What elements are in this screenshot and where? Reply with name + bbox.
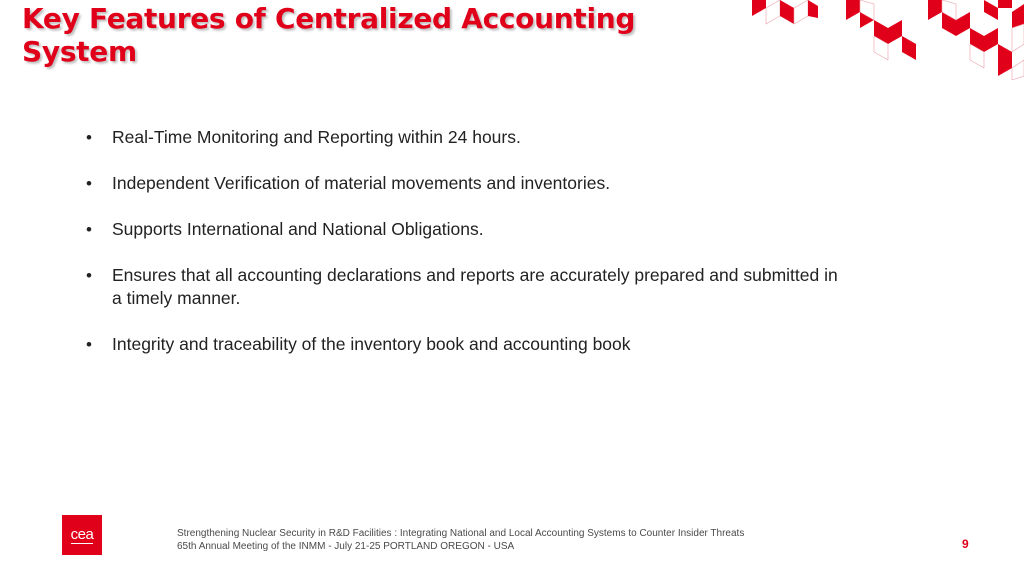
bullet-text: Integrity and traceability of the inventory book and accounting book [112,334,631,354]
bullet-text: Ensures that all accounting declarations and reports are accurately prepared and submitted in a timely manner. [112,265,838,308]
cube-pattern-decoration-right [842,0,1024,80]
bullet-item [86,126,846,149]
bullet-text: Supports International and National Obligations. [112,219,484,239]
cea-logo [62,515,102,555]
bullet-dot: • [86,335,92,354]
bullet-dot: • [86,128,92,147]
bullet-item [86,218,846,241]
cube-pattern-decoration-left [752,0,822,26]
bullet-item [86,172,846,195]
bullet-text: Independent Verification of material movements and inventories. [112,173,611,193]
footer-line-2: 65th Annual Meeting of the INMM - July 21-25 PORTLAND OREGON - USA [177,541,515,552]
footer-line-1: Strengthening Nuclear Security in R&D Facilities : Integrating National and Local Accounting Systems to Counter Insider Threats [177,528,745,539]
footer [177,527,877,553]
bullet-dot: • [86,220,92,239]
bullet-list [86,126,846,379]
bullet-text: Real-Time Monitoring and Reporting within 24 hours. [112,127,521,147]
page-number: 9 [962,537,969,551]
bullet-item [86,264,846,310]
bullet-dot: • [86,266,92,285]
logo-text: cea [70,525,94,543]
bullet-dot: • [86,174,92,193]
slide-title: Key Features of Centralized Accounting System [22,2,636,68]
bullet-item [86,333,846,356]
